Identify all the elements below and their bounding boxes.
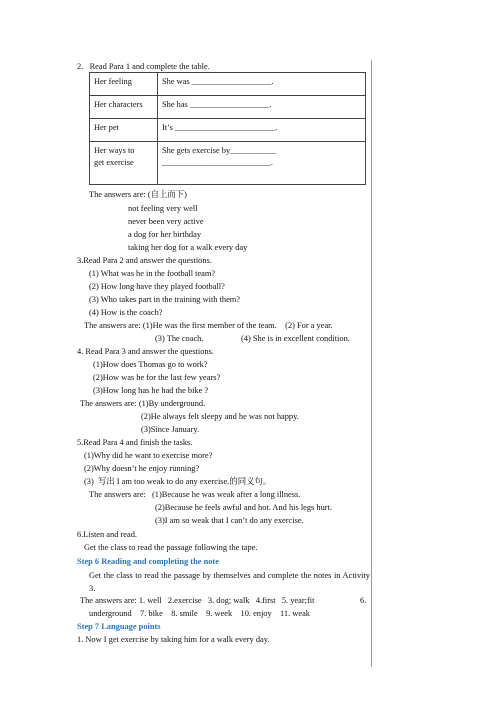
- task4-answers-line: (3)Since January.: [141, 425, 200, 434]
- step6-heading: Step 6 Reading and completing the note: [77, 557, 219, 566]
- table-row-label-line: get exercise: [94, 158, 134, 167]
- task3-question: (1) What was he in the football team?: [89, 269, 216, 278]
- table-row-label: Her characters: [90, 96, 158, 119]
- table-row: [90, 96, 366, 119]
- step6-answers-line: underground 7. bike 8. smile 9. week 10. enjoy 11. weak: [89, 609, 310, 618]
- task3-title: 3.Read Para 2 and answer the questions.: [77, 256, 212, 265]
- task3-question: (4) How is the coach?: [89, 308, 163, 317]
- table-row: [90, 73, 366, 96]
- table-row: [90, 142, 366, 185]
- table-row-value: She has ___________________.: [158, 96, 366, 119]
- right-margin-rule: [371, 60, 372, 667]
- task5-task: (2)Why doesn’t he enjoy running?: [84, 464, 200, 473]
- task5-title: 5.Read Para 4 and finish the tasks.: [77, 438, 193, 447]
- task5-answers-line: The answers are: (1)Because he was weak after a long illness.: [89, 490, 301, 499]
- table-row-label: Her feeling: [90, 73, 158, 96]
- task4-title: 4. Read Para 3 and answer the questions.: [77, 347, 214, 356]
- task2-answer: not feeling very well: [128, 204, 198, 213]
- table-row-value: She was ___________________.: [158, 73, 366, 96]
- task5-answers-line: (2)Because he feels awful and hot. And his legs hurt.: [155, 503, 332, 512]
- table-row-value: [158, 142, 366, 185]
- task6-title: 6.Listen and read.: [77, 530, 137, 539]
- table-row-value: It’s ________________________.: [158, 119, 366, 142]
- table-row-label: Her pet: [90, 119, 158, 142]
- table-row-value-line: She gets exercise by___________: [162, 146, 277, 155]
- task6-line: Get the class to read the passage following the tape.: [84, 543, 258, 552]
- step6-instruction: Get the class to read the passage by themselves and complete the notes in Activity 3.: [89, 571, 370, 593]
- task2-answer: taking her dog for a walk every day: [128, 243, 248, 252]
- task4-question: (3)How long has he had the bike ?: [93, 386, 209, 395]
- task2-answer: a dog for her birthday: [128, 230, 202, 239]
- task3-question: (3) Who takes part in the training with them?: [89, 295, 241, 304]
- step7-heading: Step 7 Language points: [77, 622, 161, 631]
- task2-answer: never been very active: [128, 217, 204, 226]
- task3-answers-line: (4) She is in excellent condition.: [241, 334, 350, 343]
- task4-answers-line: The answers are: (1)By underground.: [80, 399, 206, 408]
- step6-answers-line-end: 6.: [360, 596, 367, 605]
- task5-task: (1)Why did he want to exercise more?: [84, 451, 213, 460]
- table-row-label-line: Her ways to: [94, 146, 135, 155]
- task3-question: (2) How long have they played football?: [89, 282, 225, 291]
- step6-answers-line: The answers are: 1. well 2.exercise 3. dog; walk 4.first 5. year;fit: [80, 596, 315, 605]
- step7-point: 1. Now I get exercise by taking him for a walk every day.: [77, 635, 270, 644]
- task3-answers-line: (3) The coach.: [155, 334, 204, 343]
- task4-question: (1)How does Thomas go to work?: [93, 360, 208, 369]
- task5-task: (3) 写出 I am too weak to do any exercise.的同义句。: [84, 477, 272, 486]
- task2-answers-intro: The answers are: (自上而下): [89, 190, 187, 199]
- task3-answers-line: The answers are: (1)He was the first member of the team. (2) For a year.: [84, 321, 333, 330]
- task4-answers-line: (2)He always felt sleepy and he was not happy.: [141, 412, 299, 421]
- table-row-value-line: __________________________.: [162, 158, 273, 167]
- para1-table: [89, 72, 366, 185]
- table-row: [90, 119, 366, 142]
- task2-title: 2. Read Para 1 and complete the table.: [77, 62, 210, 71]
- task4-question: (2)How was he for the last few years?: [93, 373, 221, 382]
- table-row-label: [90, 142, 158, 185]
- task5-answers-line: (3)I am so weak that I can’t do any exercise.: [155, 516, 304, 525]
